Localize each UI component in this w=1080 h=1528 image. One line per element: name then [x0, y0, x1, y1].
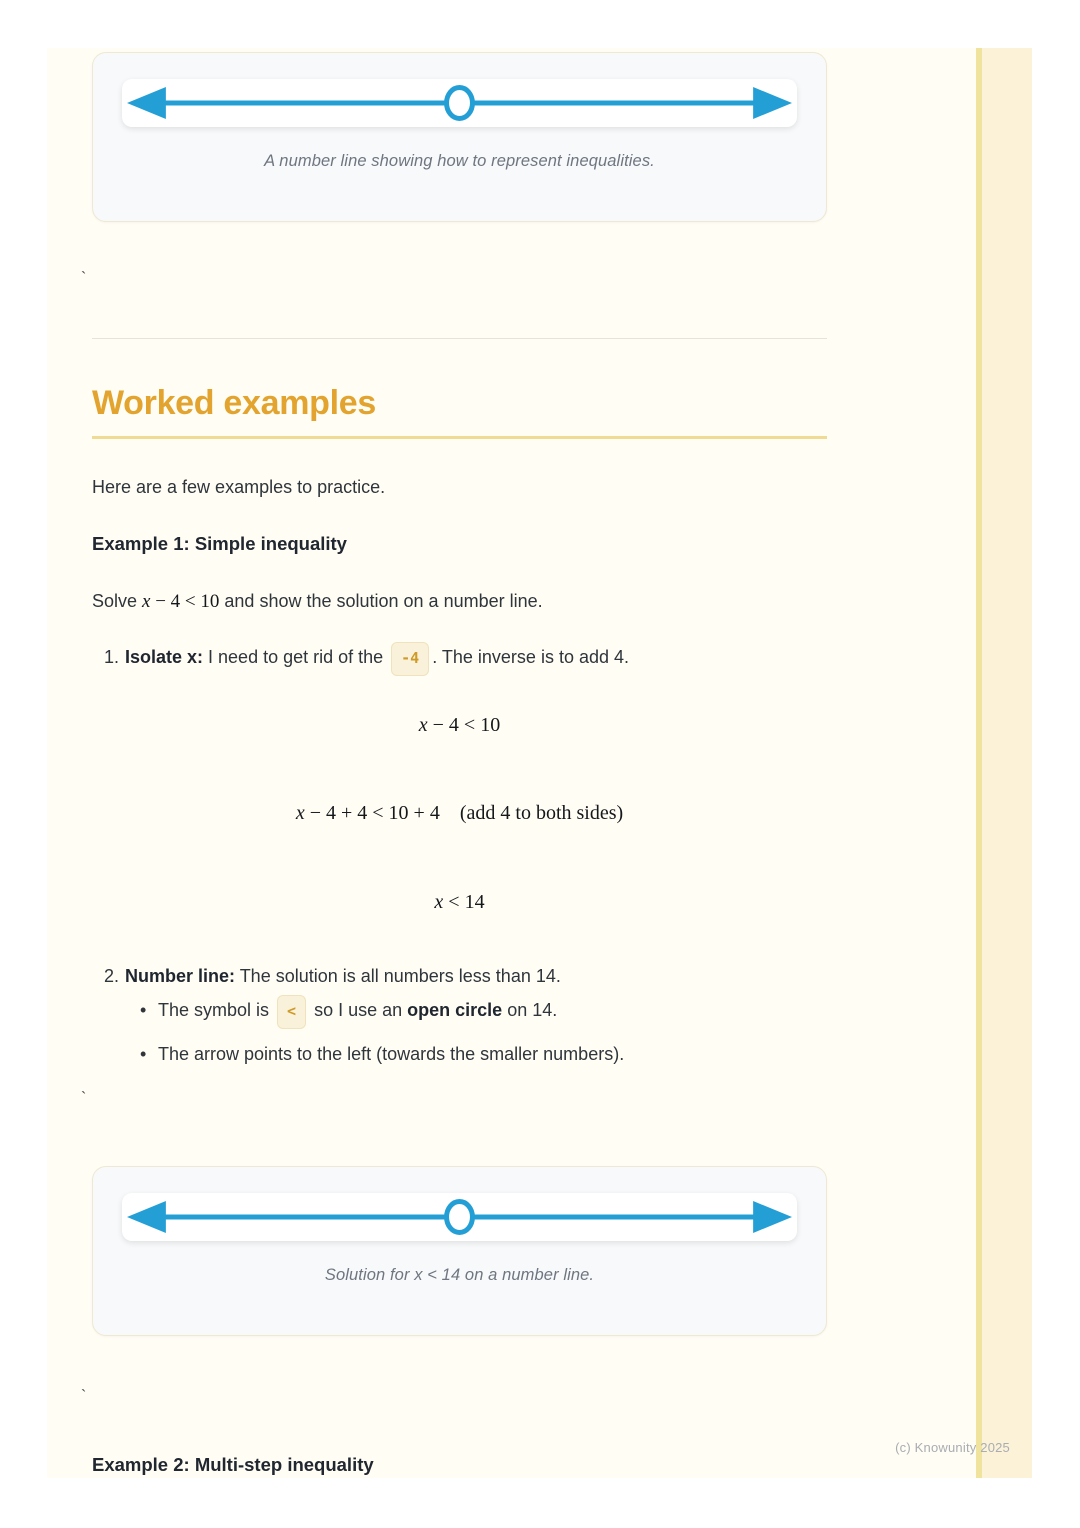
figure-caption: A number line showing how to represent inequalities. — [264, 152, 655, 170]
number-line-svg — [122, 1193, 797, 1241]
figure-caption: Solution for x < 14 on a number line. — [324, 1266, 595, 1284]
bullet-text: The symbol is — [158, 1000, 275, 1020]
step-number: 2. — [104, 966, 120, 986]
step-lead: Isolate x: — [125, 647, 204, 667]
note-page — [47, 48, 1032, 1478]
example-2-title: Example 2: Multi-step inequality — [92, 1454, 374, 1475]
code-chip-minus-4: -4 — [391, 642, 429, 676]
bullet-bold: open circle — [407, 1000, 503, 1020]
solve-suffix: and show the solution on a number line. — [219, 591, 543, 611]
stray-backtick: ` — [81, 270, 87, 287]
bullet-open-circle — [140, 995, 827, 1029]
step-number: 1. — [104, 647, 120, 667]
stray-backtick: ` — [81, 1388, 87, 1405]
step-1-item — [104, 642, 827, 676]
bullet-text-2: so I use an — [309, 1000, 408, 1020]
number-line-graphic — [122, 1193, 797, 1241]
math-variable: x — [434, 891, 444, 913]
number-line-svg — [122, 79, 797, 127]
step-text-2: . The inverse is to add 4. — [432, 647, 629, 667]
step-2-item — [104, 962, 827, 990]
intro-text: Here are a few examples to practice. — [92, 477, 386, 497]
right-arrow-icon — [753, 1201, 792, 1233]
bullet-dot: • — [140, 1044, 147, 1064]
math-variable: x — [295, 802, 305, 824]
code-chip-less-than: < — [277, 995, 306, 1029]
problem-statement — [92, 588, 827, 615]
equation-annotation: (add 4 to both sides) — [459, 802, 624, 824]
math-variable: x — [142, 591, 151, 612]
left-arrow-icon — [127, 87, 166, 119]
page-edge-band — [982, 48, 1032, 1478]
copyright-text: (c) Knowunity 2025 — [895, 1440, 1010, 1455]
stray-backtick: ` — [81, 1090, 87, 1107]
left-arrow-icon — [127, 1201, 166, 1233]
page-edge-stripe — [976, 48, 982, 1478]
equation-2 — [92, 802, 827, 825]
math-expression: − 4 < 10 — [150, 591, 220, 612]
math-expression: < 14 — [443, 891, 485, 913]
math-expression: − 4 < 10 — [427, 714, 501, 736]
bullet-dot: • — [140, 1000, 147, 1020]
number-line-graphic — [122, 79, 797, 127]
solve-prefix: Solve — [92, 591, 143, 611]
equation-1 — [92, 714, 827, 737]
section-divider — [92, 338, 827, 339]
right-arrow-icon — [753, 87, 792, 119]
equation-3 — [92, 891, 827, 914]
math-variable: x — [418, 714, 428, 736]
bullet-text-3: on 14. — [502, 1000, 558, 1020]
bullet-arrow-direction — [140, 1040, 827, 1068]
step-text: I need to get rid of the — [203, 647, 389, 667]
number-line-figure-1 — [92, 52, 827, 222]
step-lead: Number line: — [125, 966, 236, 986]
section-heading: Worked examples — [92, 384, 827, 439]
example-1-title: Example 1: Simple inequality — [92, 533, 347, 554]
page-content — [81, 48, 827, 1478]
open-circle-marker — [447, 88, 473, 119]
number-line-figure-2 — [92, 1166, 827, 1336]
bullet-text: The arrow points to the left (towards the smaller numbers). — [158, 1044, 625, 1064]
step-text: The solution is all numbers less than 14. — [235, 966, 561, 986]
math-expression: − 4 + 4 < 10 + 4 — [304, 802, 440, 824]
open-circle-marker — [447, 1202, 473, 1233]
